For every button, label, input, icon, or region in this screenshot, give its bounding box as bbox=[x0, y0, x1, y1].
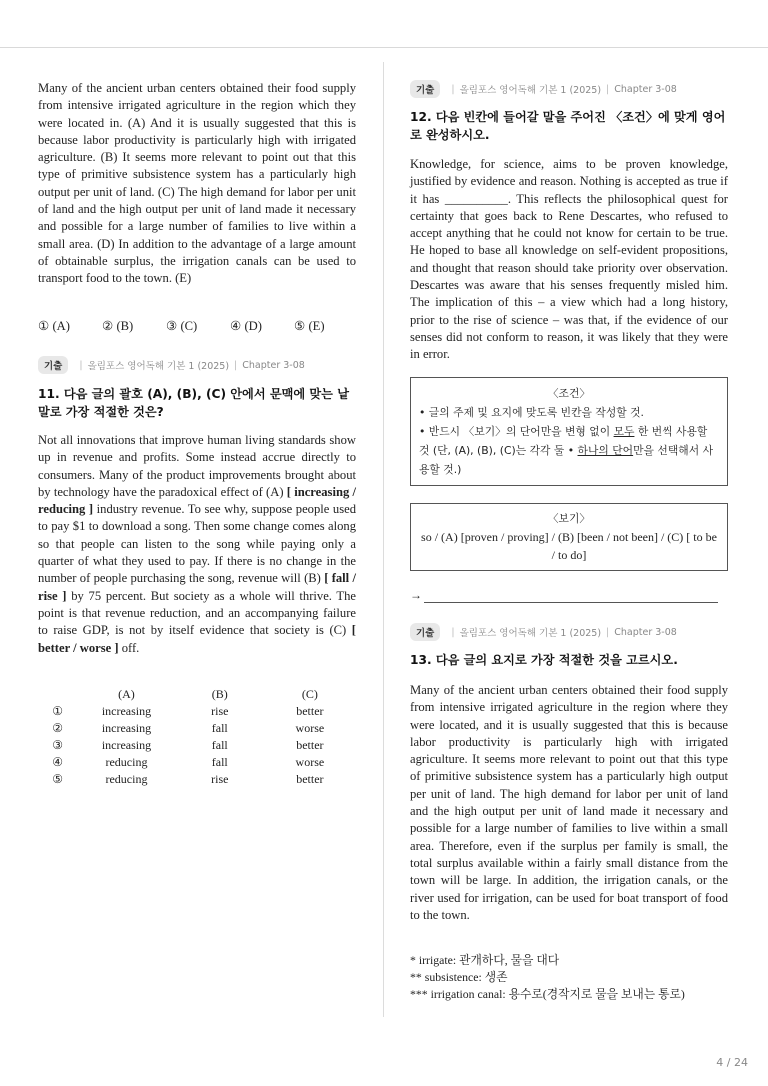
exam-tag: 기출 bbox=[410, 623, 440, 641]
choice-b: [ fall / rise ] bbox=[38, 571, 356, 603]
table-row[interactable]: ⑤ reducing rise better bbox=[52, 772, 324, 786]
blank[interactable]: __________ bbox=[444, 191, 508, 206]
option-1[interactable]: ① (A) bbox=[38, 319, 70, 333]
footnote-1: * irrigate: 관개하다, 물을 대다 bbox=[410, 953, 560, 967]
choice-c: [ better / worse ] bbox=[38, 623, 356, 655]
condition-2: • 반드시 〈보기〉의 단어만을 변형 없이 모두 한 번씩 사용할 것 (단, (A), (B), (C)는 각각 둘 • 하나의 단어만을 선택해서 사용할 것.) bbox=[419, 425, 713, 476]
bogi-title: 〈보기〉 bbox=[547, 512, 591, 525]
footnotes bbox=[410, 952, 728, 1003]
condition-title: 〈조건〉 bbox=[547, 387, 591, 400]
exam-tag: 기출 bbox=[38, 356, 68, 374]
source-text: 올림포스 영어독해 기본 1 (2025) bbox=[459, 628, 602, 639]
bogi-text: so / (A) [proven / proving] / (B) [been / not been] / (C) [ to be / to do] bbox=[421, 530, 717, 562]
q11-passage: Not all innovations that improve human living standards show up in revenue and profits. Some instead accrue directly to consumers. Many of the product improvements brought about by technology have the paradoxical effect of (A) [ increasing / reducing ] industry revenue. To see why, suppose people used to pay $1 to download a song. Then some change comes along so that people can listen to the song while paying only a quarter of what they used to pay. If there is no change in the number of people purchasing the song, revenue will (B) [ fall / rise ] by 75 percent. But society as a whole will thrive. The point is that revenue reduction, and an accompanying failure to raise GDP, is not by itself evidence that society is (C) [ better / worse ] off. bbox=[38, 433, 357, 655]
table-row[interactable]: ③ increasing fall better bbox=[52, 738, 324, 752]
q12-title: 12. 다음 빈칸에 들어갈 말을 주어진 〈조건〉에 맞게 영어로 완성하시오. bbox=[410, 110, 726, 142]
column-divider bbox=[383, 62, 384, 1017]
option-3[interactable]: ③ (C) bbox=[166, 319, 198, 333]
q11-title: 11. 다음 글의 괄호 (A), (B), (C) 안에서 문맥에 맞는 낱말로 가장 적절한 것은? bbox=[38, 387, 349, 419]
answer-line[interactable] bbox=[410, 588, 728, 603]
table-row[interactable]: ① increasing rise better bbox=[52, 704, 324, 718]
option-5[interactable]: ⑤ (E) bbox=[294, 319, 325, 333]
table-row[interactable]: ② increasing fall worse bbox=[52, 721, 325, 735]
bogi-box bbox=[410, 503, 728, 571]
header-divider bbox=[0, 47, 768, 48]
option-2[interactable]: ② (B) bbox=[102, 319, 134, 333]
previous-options bbox=[38, 318, 358, 334]
choice-a: [ increasing / reducing ] bbox=[38, 484, 356, 517]
q11-source-line: 기출 | 올림포스 영어독해 기본 1 (2025) | Chapter 3-08 bbox=[38, 356, 305, 374]
table-row[interactable]: ④ reducing fall worse bbox=[52, 755, 325, 769]
chapter-text: Chapter 3-08 bbox=[242, 359, 305, 371]
exam-tag: 기출 bbox=[410, 80, 440, 98]
footnote-2: ** subsistence: 생존 bbox=[410, 970, 508, 984]
q11-answer-table bbox=[38, 686, 356, 788]
chapter-text: Chapter 3-08 bbox=[614, 83, 677, 95]
chapter-text: Chapter 3-08 bbox=[614, 626, 677, 638]
page-number: 4 / 24 bbox=[716, 1056, 748, 1069]
q13-passage: Many of the ancient urban centers obtained their food supply from intensive irrigated agriculture in the region where they were located, and it is usually suggested that this is because labor productivity is particularly high with irrigated agriculture. It seems more relevant to point out that this type of primitive subsistence system has a particularly high output per unit of land. The high demand for labor per unit of land and the high output per unit of land made it necessary and possible for a large number of families to live within a small area. Therefore, even if the surplus per family is small, the total surplus available within a fairly small distance from the town will be large. In addition, the irrigation canals, or the river used for irrigation, can be used for boat transport of food to the town. bbox=[410, 683, 728, 922]
arrow-icon: → bbox=[410, 588, 422, 602]
q12-source-line: 기출 | 올림포스 영어독해 기본 1 (2025) | Chapter 3-08 bbox=[410, 80, 677, 98]
q13-source-line: 기출 | 올림포스 영어독해 기본 1 (2025) | Chapter 3-08 bbox=[410, 623, 677, 641]
footnote-3: *** irrigation canal: 용수로(경작지로 물을 보내는 통로) bbox=[410, 987, 685, 1001]
table-header-row: (A) (B) (C) bbox=[118, 687, 318, 701]
option-4[interactable]: ④ (D) bbox=[230, 319, 262, 333]
condition-box bbox=[410, 377, 728, 486]
condition-1: • 글의 주제 및 요지에 맞도록 빈칸을 작성할 것. bbox=[419, 406, 644, 419]
source-text: 올림포스 영어독해 기본 1 (2025) bbox=[459, 85, 602, 96]
q12-passage: Knowledge, for science, aims to be proven knowledge, justified by evidence and reason. Nothing is accepted as true if it has __________. This reflects the philosophical quest for certainty that goes back to Rene Descartes, who refused to accept anything that he could not know for certain to be true. He hoped to base all knowledge on self-evident propositions, and thought that reason should take priority over observation. Descartes was aware that his senses frequently misled him. The implication of this – a view which had a long history, prior to the rise of science – was that, if the evidence of our senses did not conform to reason, it was likely that they were in error. bbox=[410, 157, 728, 362]
q13-title: 13. 다음 글의 요지로 가장 적절한 것을 고르시오. bbox=[410, 653, 678, 667]
source-text: 올림포스 영어독해 기본 1 (2025) bbox=[87, 361, 230, 372]
previous-passage: Many of the ancient urban centers obtained their food supply from intensive irrigated agriculture in the region which they were located in. (A) And it is usually suggested that this is because labor productivity is particularly high with irrigated agriculture. (B) It seems more relevant to point out that this type of primitive subsistence system has a particularly high output per unit of land. (C) The high demand for labor per unit of land and the high output per unit of land made it necessary and possible for a large number of families to live within a small area. (D) In addition to the advantage of a large amount of obtainable surplus, the irrigation canals can be used to transport food to the town. (E) bbox=[38, 81, 356, 286]
